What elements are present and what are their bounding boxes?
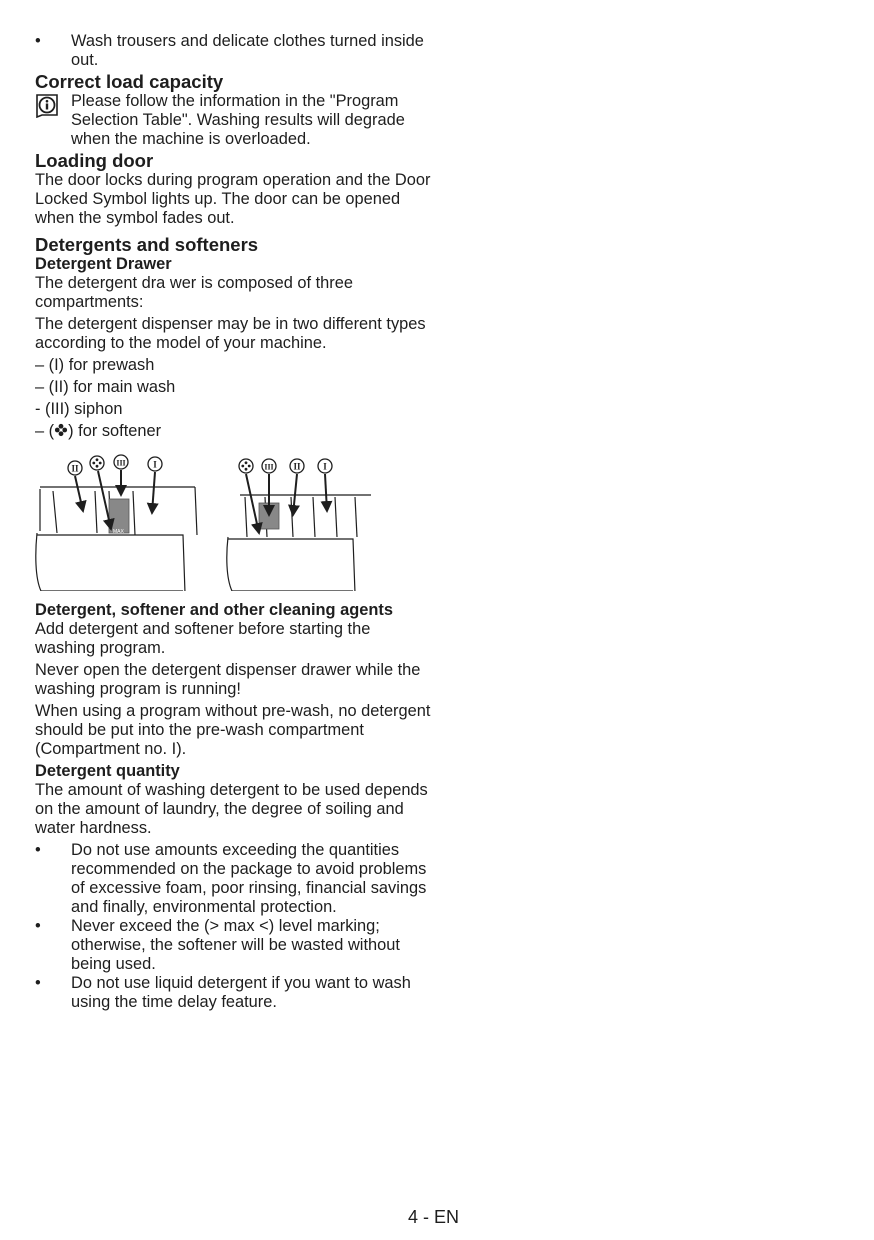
bullet-dot: •	[35, 974, 41, 992]
info-icon	[35, 94, 59, 118]
main-column	[35, 32, 435, 1012]
left-max-mark: MAX	[113, 529, 124, 535]
svg-text:II: II	[71, 463, 79, 474]
left-siphon	[109, 499, 129, 533]
svg-text:II: II	[293, 461, 301, 472]
compartment-softener	[35, 422, 435, 441]
load-capacity-heading: Correct load capacity	[35, 71, 224, 92]
bullet-dot: •	[35, 32, 41, 50]
right-label-main-wash	[290, 459, 304, 473]
detergents-heading: Detergents and softeners	[35, 234, 259, 255]
cleaning-agents-heading: Detergent, softener and other cleaning agents	[35, 601, 393, 619]
softener-prefix: – (	[35, 422, 55, 440]
svg-text:III: III	[116, 458, 126, 468]
right-dispenser	[227, 495, 371, 591]
quantity-bullet-2	[35, 917, 435, 974]
softener-suffix: ) for softener	[68, 422, 162, 440]
detergent-quantity-text: The amount of washing detergent to be used depends on the amount of laundry, the degree of soiling and water hardness.	[35, 781, 428, 837]
svg-text:I: I	[153, 459, 157, 470]
detergent-drawer-p1: The detergent dra wer is composed of three compartments:	[35, 274, 353, 311]
detergent-drawer-heading: Detergent Drawer	[35, 255, 172, 273]
left-label-prewash	[148, 457, 162, 471]
page-number: 4 - EN	[408, 1207, 460, 1227]
cleaning-agents-p3: When using a program without pre-wash, no detergent should be put into the pre-wash compartment (Compartment no. I).	[35, 702, 431, 758]
svg-text:III: III	[264, 462, 274, 472]
detergent-quantity-heading: Detergent quantity	[35, 762, 180, 780]
load-capacity-note	[35, 92, 435, 149]
bullet-dot: •	[35, 917, 41, 935]
right-label-prewash	[318, 459, 332, 473]
dispenser-drawings	[35, 443, 435, 591]
quantity-bullet-2-text: Never exceed the (> max <) level marking; otherwise, the softener will be wasted without being used.	[71, 917, 400, 973]
loading-door-text: The door locks during program operation and the Door Locked Symbol lights up. The door can be opened when the symbol fades out.	[35, 171, 431, 227]
quantity-bullet-3	[35, 974, 435, 1012]
load-capacity-text: Please follow the information in the "Program Selection Table". Washing results will degrade when the machine is overloaded.	[71, 92, 405, 148]
left-label-softener	[90, 456, 104, 470]
svg-text:I: I	[323, 461, 327, 472]
flower-icon	[54, 423, 68, 437]
quantity-bullet-1-text: Do not use amounts exceeding the quantities recommended on the package to avoid problems of excessive foam, poor rinsing, financial savings and finally, environmental protection.	[71, 841, 427, 916]
right-label-softener	[239, 459, 253, 473]
compartment-siphon: - (III) siphon	[35, 400, 123, 418]
compartment-main-wash: – (II) for main wash	[35, 378, 176, 396]
intro-bullet-text: Wash trousers and delicate clothes turned inside out.	[71, 32, 424, 69]
cleaning-agents-p1: Add detergent and softener before starting the washing program.	[35, 620, 371, 657]
left-label-main-wash	[68, 461, 82, 475]
dispenser-figure	[35, 443, 435, 591]
loading-door-heading: Loading door	[35, 150, 154, 171]
quantity-bullet-1	[35, 841, 435, 917]
compartment-prewash: – (I) for prewash	[35, 356, 155, 374]
bullet-dot: •	[35, 841, 41, 859]
right-label-siphon	[262, 459, 276, 473]
detergent-drawer-p2: The detergent dispenser may be in two different types according to the model of your machine.	[35, 315, 426, 352]
cleaning-agents-p2: Never open the detergent dispenser drawer while the washing program is running!	[35, 661, 421, 698]
quantity-bullet-3-text: Do not use liquid detergent if you want to wash using the time delay feature.	[71, 974, 411, 1011]
left-label-siphon	[114, 455, 128, 469]
intro-bullet	[35, 32, 435, 70]
